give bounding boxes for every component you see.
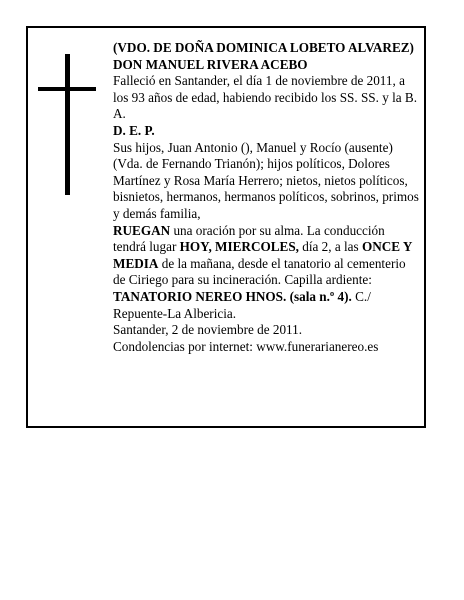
funeral-request <box>113 223 420 323</box>
cross-icon <box>65 54 70 195</box>
time-label: ONCE Y MEDIA <box>113 239 412 271</box>
widow-line: (VDO. DE DOÑA DOMINICA LOBETO ALVAREZ) <box>113 40 414 55</box>
request-text-1: una oración por su alma. La conducción tendrá lugar <box>113 222 385 255</box>
ruegan-label: RUEGAN <box>113 222 171 238</box>
request-text-3: de la mañana, desde el tanatorio al cementerio de Ciriego para su incineración. Capilla ardiente: <box>113 255 406 288</box>
request-text-2: día 2, a las <box>298 239 362 255</box>
chapel-label: TANATORIO NEREO HNOS. (sala n.º 4). <box>113 288 352 304</box>
condolences-line: Condolencias por internet: www.funerarianereo.es <box>113 338 379 354</box>
day-label: HOY, MIERCOLES, <box>179 239 299 255</box>
chapel-address: C./ Repuente-La Albericia. <box>113 288 371 321</box>
obituary-text <box>113 40 420 355</box>
date-place: Santander, 2 de noviembre de 2011. <box>113 322 303 338</box>
family-list: Sus hijos, Juan Antonio (), Manuel y Rocío (ausente) (Vda. de Fernando Trianón); hijos políticos, Dolores Martínez y Rosa María Herrero; nietos, nietos políticos, bisnietos, hermanos, hermanos políticos, sobrinos, primos y demás familia, <box>113 139 419 221</box>
deceased-name: DON MANUEL RIVERA ACEBO <box>113 56 308 72</box>
rip-line: D. E. P. <box>113 122 155 138</box>
death-notice: Falleció en Santander, el día 1 de noviembre de 2011, a los 93 años de edad, habiendo recibido los SS. SS. y la B. A. <box>113 73 418 122</box>
cross-icon-arm <box>38 87 96 91</box>
